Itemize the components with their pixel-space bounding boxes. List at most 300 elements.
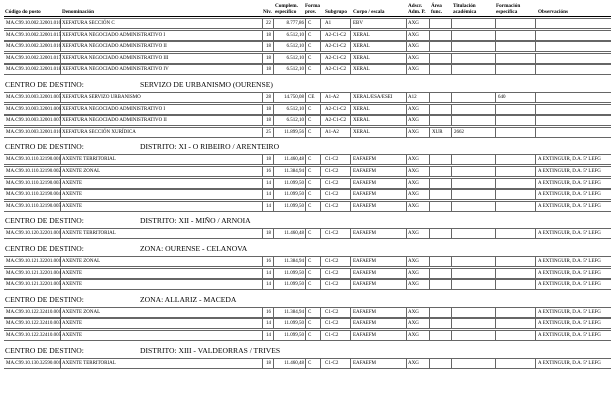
cell-nivel: 18	[266, 157, 271, 163]
column-divider	[305, 167, 306, 176]
cell-corpo: EAFAEFM	[353, 270, 376, 276]
column-divider	[535, 308, 536, 317]
table-row	[4, 268, 611, 279]
cell-complemento: 6.512,10	[286, 106, 304, 112]
column-divider	[305, 128, 306, 137]
cell-forma: C	[308, 282, 312, 288]
cell-complemento: 8.777,86	[286, 21, 304, 26]
column-divider	[406, 359, 407, 368]
column-divider	[535, 229, 536, 238]
column-divider	[350, 42, 351, 51]
column-divider	[320, 54, 321, 63]
cell-denominacion: AXENTE ZONAL	[62, 259, 101, 264]
column-divider	[451, 19, 452, 28]
column-divider	[451, 65, 452, 74]
column-divider	[320, 93, 321, 102]
column-divider	[406, 19, 407, 28]
column-divider	[406, 155, 407, 164]
column-divider	[320, 65, 321, 74]
cell-observacions: A EXTINGUIR, D.A. 5ª LEFG	[538, 360, 601, 366]
column-divider	[451, 280, 452, 289]
header-subgrupo: Subgrupo	[325, 9, 347, 15]
column-divider	[320, 331, 321, 340]
cell-denominacion: XEFATURA NEGOCIADO ADMINISTRATIVO II	[62, 44, 167, 50]
cell-subgrupo: C1-C2	[325, 203, 339, 209]
cell-subgrupo: A2-C1-C2	[325, 44, 347, 50]
cell-code: MA.C99.10.110.32190.005	[6, 203, 61, 209]
cell-adscr: AXG	[408, 169, 419, 174]
column-divider	[451, 42, 452, 51]
column-divider	[305, 269, 306, 278]
cell-corpo: EAFAEFM	[353, 203, 376, 209]
cell-nivel: 16	[266, 309, 271, 315]
column-divider	[350, 190, 351, 199]
table-row	[4, 318, 611, 329]
cell-complemento: 11.384,94	[284, 309, 304, 315]
column-divider	[305, 257, 306, 266]
cell-complemento: 11.099,50	[284, 282, 304, 288]
column-divider	[320, 116, 321, 125]
table-row	[4, 154, 611, 165]
cell-corpo: EAFAEFM	[353, 157, 376, 163]
column-divider	[535, 31, 536, 40]
cell-forma: C	[308, 259, 312, 264]
cell-forma: C	[308, 321, 312, 327]
column-divider	[406, 190, 407, 199]
column-divider	[535, 54, 536, 63]
section-label: CENTRO DE DESTINO:	[5, 142, 84, 152]
cell-complemento: 11.460,48	[284, 360, 304, 366]
header-denominacion: Denominación	[62, 9, 94, 15]
cell-nivel: 22	[266, 21, 271, 26]
column-divider	[451, 229, 452, 238]
column-divider	[305, 19, 306, 28]
cell-nivel: 18	[266, 55, 271, 61]
column-divider	[406, 42, 407, 51]
cell-nivel: 16	[266, 169, 271, 174]
cell-complemento: 11.099,50	[284, 192, 304, 198]
table-row	[4, 201, 611, 212]
cell-code: MA.C99.10.110.32190.004	[6, 192, 61, 198]
column-divider	[451, 93, 452, 102]
column-divider	[495, 65, 496, 74]
table-row	[4, 307, 611, 318]
column-divider	[262, 308, 263, 317]
cell-denominacion: AXENTE	[62, 321, 82, 327]
cell-corpo: EAFAEFM	[353, 321, 376, 327]
cell-observacions: A EXTINGUIR, D.A. 5ª LEFG	[538, 333, 601, 338]
cell-denominacion: XEFATURA SERVIZO URBANISMO	[62, 95, 141, 100]
cell-nivel: 14	[266, 270, 271, 276]
column-divider	[429, 179, 430, 188]
column-divider	[262, 257, 263, 266]
column-divider	[406, 229, 407, 238]
column-divider	[262, 167, 263, 176]
table-row	[4, 18, 611, 29]
column-divider	[495, 229, 496, 238]
column-divider	[350, 359, 351, 368]
cell-nivel: 16	[266, 259, 271, 264]
column-divider	[495, 42, 496, 51]
column-divider	[262, 359, 263, 368]
column-divider	[350, 54, 351, 63]
header-complemento: Complem. específico	[275, 3, 298, 15]
cell-nivel: 18	[266, 32, 271, 38]
cell-corpo: XERAL	[353, 118, 370, 124]
column-divider	[429, 331, 430, 340]
cell-subgrupo: C1-C2	[325, 333, 339, 338]
cell-complemento: 14.750,08	[284, 95, 304, 100]
cell-forma: C	[308, 55, 312, 61]
cell-adscr: AXG	[408, 55, 419, 61]
cell-subgrupo: A1	[325, 21, 332, 26]
cell-corpo: EAFAEFM	[353, 282, 376, 288]
column-divider	[320, 269, 321, 278]
cell-code: MA.C99.10.002.32001.018	[6, 67, 62, 73]
column-divider	[262, 105, 263, 114]
cell-adscr: AXG	[408, 129, 419, 135]
cell-forma: C	[308, 32, 312, 38]
cell-corpo: XERAL/ESA/ESEI	[353, 95, 393, 100]
cell-corpo: EBV	[353, 21, 363, 26]
cell-denominacion: AXENTE TERRITORIAL	[62, 231, 116, 237]
column-divider	[320, 105, 321, 114]
cell-subgrupo: C1-C2	[325, 169, 339, 174]
table-row	[4, 279, 611, 290]
cell-observacions: A EXTINGUIR, D.A. 5ª LEFG	[538, 169, 601, 174]
column-divider	[350, 280, 351, 289]
cell-denominacion: XEFATURA SECCIÓN XURÍDICA	[62, 129, 136, 135]
cell-adscr: AXG	[408, 203, 419, 209]
column-divider	[535, 269, 536, 278]
cell-adscr: AXG	[408, 157, 419, 163]
table-row	[4, 53, 611, 64]
column-divider	[429, 155, 430, 164]
column-divider	[535, 155, 536, 164]
column-divider	[262, 280, 263, 289]
column-divider	[406, 331, 407, 340]
cell-forma: C	[308, 129, 312, 135]
column-divider	[320, 179, 321, 188]
cell-denominacion: AXENTE	[62, 270, 82, 276]
column-divider	[495, 359, 496, 368]
section-label: CENTRO DE DESTINO:	[5, 294, 84, 304]
cell-subgrupo: A1-A2	[325, 95, 339, 100]
column-divider	[305, 116, 306, 125]
cell-code: MA.C99.10.121.32201.005	[6, 282, 62, 288]
cell-forma: C	[308, 270, 312, 276]
column-divider	[451, 331, 452, 340]
column-divider	[535, 19, 536, 28]
cell-nivel: 18	[266, 118, 271, 124]
cell-forma: C	[308, 309, 312, 315]
column-divider	[350, 19, 351, 28]
column-divider	[320, 202, 321, 211]
column-divider	[262, 42, 263, 51]
column-divider	[451, 128, 452, 137]
column-divider	[429, 116, 430, 125]
cell-forma: C	[308, 333, 312, 338]
cell-adscr: AXG	[408, 21, 419, 26]
column-divider	[495, 167, 496, 176]
cell-denominacion: AXENTE ZONAL	[62, 309, 101, 315]
column-divider	[262, 65, 263, 74]
column-divider	[320, 167, 321, 176]
column-divider	[535, 167, 536, 176]
cell-subgrupo: A2-C1-C2	[325, 118, 347, 124]
cell-complemento: 6.512,10	[286, 67, 304, 73]
column-divider	[535, 116, 536, 125]
column-divider	[535, 319, 536, 328]
cell-nivel: 18	[266, 106, 271, 112]
column-divider	[305, 54, 306, 63]
column-divider	[495, 155, 496, 164]
cell-denominacion: AXENTE	[62, 180, 82, 186]
table-row	[4, 92, 611, 103]
column-divider	[495, 257, 496, 266]
cell-observacions: A EXTINGUIR, D.A. 5ª LEFG	[538, 259, 601, 264]
column-divider	[406, 257, 407, 266]
cell-denominacion: XEFATURA NEGOCIADO ADMINISTRATIVO I	[62, 106, 166, 112]
cell-subgrupo: C1-C2	[325, 157, 339, 163]
column-divider	[305, 319, 306, 328]
column-divider	[451, 167, 452, 176]
cell-denominacion: AXENTE	[62, 282, 82, 288]
column-divider	[451, 269, 452, 278]
cell-corpo: XERAL	[353, 129, 370, 135]
cell-corpo: EAFAEFM	[353, 180, 376, 186]
column-divider	[535, 331, 536, 340]
column-divider	[262, 19, 263, 28]
column-divider	[350, 179, 351, 188]
cell-adscr: A12	[408, 95, 417, 100]
column-divider	[320, 190, 321, 199]
header-adscr: Adscr. Adm. P.	[408, 3, 426, 15]
column-divider	[350, 105, 351, 114]
column-divider	[429, 54, 430, 63]
column-divider	[262, 269, 263, 278]
cell-denominacion: AXENTE	[62, 333, 82, 338]
column-divider	[451, 54, 452, 63]
cell-corpo: EAFAEFM	[353, 360, 376, 366]
column-divider	[406, 65, 407, 74]
cell-subgrupo: A2-C1-C2	[325, 55, 347, 61]
column-divider	[350, 202, 351, 211]
section-title: DISTRITO: XI - O RIBEIRO / ARENTEIRO	[140, 142, 280, 152]
table-row	[4, 127, 611, 138]
column-divider	[262, 31, 263, 40]
column-divider	[320, 31, 321, 40]
cell-corpo: XERAL	[353, 106, 370, 112]
cell-complemento: 11.384,94	[284, 169, 304, 174]
column-divider	[495, 269, 496, 278]
cell-complemento: 11.460,48	[284, 157, 304, 163]
column-divider	[495, 128, 496, 137]
cell-subgrupo: C1-C2	[325, 259, 339, 264]
cell-observacions: A EXTINGUIR, D.A. 5ª LEFG	[538, 321, 601, 327]
cell-subgrupo: A2-C1-C2	[325, 67, 347, 73]
cell-subgrupo: C1-C2	[325, 192, 339, 198]
cell-forma: CE	[308, 95, 315, 100]
column-divider	[350, 93, 351, 102]
table-row	[4, 41, 611, 52]
cell-subgrupo: C1-C2	[325, 270, 339, 276]
column-divider	[305, 331, 306, 340]
cell-code: MA.C99.10.122.32410.003	[6, 321, 62, 327]
column-divider	[320, 308, 321, 317]
column-divider	[451, 308, 452, 317]
column-divider	[451, 202, 452, 211]
cell-nivel: 14	[266, 192, 271, 198]
cell-code: MA.C99.10.130.32590.001	[6, 360, 62, 366]
cell-adscr: AXG	[408, 282, 419, 288]
table-row	[4, 228, 611, 239]
cell-forma: C	[308, 21, 312, 26]
cell-code: MA.C99.10.002.32001.010	[6, 21, 62, 26]
cell-forma: C	[308, 203, 312, 209]
header-nivel: Niv.	[263, 9, 272, 15]
column-divider	[350, 167, 351, 176]
column-divider	[406, 202, 407, 211]
cell-forma: C	[308, 231, 312, 237]
cell-denominacion: XEFATURA NEGOCIADO ADMINISTRATIVO III	[62, 55, 169, 61]
column-divider	[429, 128, 430, 137]
column-divider	[495, 116, 496, 125]
cell-complemento: 11.099,50	[284, 333, 304, 338]
cell-code: MA.C99.10.003.32001.005	[6, 95, 62, 100]
cell-adscr: AXG	[408, 333, 419, 338]
column-divider	[429, 319, 430, 328]
column-divider	[429, 93, 430, 102]
column-divider	[495, 19, 496, 28]
cell-denominacion: AXENTE	[62, 203, 82, 209]
cell-complemento: 11.899,56	[284, 129, 304, 135]
column-divider	[406, 54, 407, 63]
column-divider	[305, 308, 306, 317]
column-divider	[535, 280, 536, 289]
table-row	[4, 104, 611, 115]
column-divider	[305, 280, 306, 289]
column-divider	[305, 359, 306, 368]
cell-corpo: EAFAEFM	[353, 192, 376, 198]
column-divider	[350, 65, 351, 74]
column-divider	[350, 308, 351, 317]
cell-observacions: A EXTINGUIR, D.A. 5ª LEFG	[538, 231, 601, 237]
cell-code: MA.C99.10.122.32410.005	[6, 333, 62, 338]
cell-nivel: 18	[266, 67, 271, 73]
column-divider	[305, 179, 306, 188]
column-divider	[495, 280, 496, 289]
cell-observacions: A EXTINGUIR, D.A. 5ª LEFG	[538, 180, 601, 186]
cell-nivel: 18	[266, 360, 271, 366]
cell-denominacion: AXENTE TERRITORIAL	[62, 360, 116, 366]
cell-nivel: 14	[266, 180, 271, 186]
cell-adscr: AXG	[408, 118, 419, 124]
column-divider	[451, 190, 452, 199]
column-divider	[262, 331, 263, 340]
table-row	[4, 178, 611, 189]
cell-observacions: A EXTINGUIR, D.A. 5ª LEFG	[538, 192, 601, 198]
column-divider	[406, 280, 407, 289]
column-divider	[305, 31, 306, 40]
cell-adscr: AXG	[408, 231, 419, 237]
column-divider	[429, 19, 430, 28]
column-divider	[495, 105, 496, 114]
cell-complemento: 11.099,50	[284, 270, 304, 276]
column-divider	[429, 65, 430, 74]
cell-observacions: A EXTINGUIR, D.A. 5ª LEFG	[538, 157, 601, 163]
cell-complemento: 11.099,50	[284, 203, 304, 209]
column-divider	[262, 93, 263, 102]
column-divider	[429, 257, 430, 266]
column-divider	[320, 128, 321, 137]
section-label: CENTRO DE DESTINO:	[5, 80, 84, 89]
column-divider	[262, 128, 263, 137]
header-area: Área func.	[431, 3, 443, 15]
column-divider	[320, 42, 321, 51]
column-divider	[429, 105, 430, 114]
column-divider	[535, 65, 536, 74]
cell-corpo: EAFAEFM	[353, 333, 376, 338]
cell-forma: C	[308, 360, 312, 366]
column-divider	[535, 257, 536, 266]
column-divider	[451, 105, 452, 114]
cell-code: MA.C99.10.122.32410.001	[6, 309, 62, 315]
cell-corpo: EAFAEFM	[353, 231, 376, 237]
cell-forma: C	[308, 169, 312, 174]
column-divider	[305, 93, 306, 102]
column-divider	[305, 190, 306, 199]
cell-corpo: XERAL	[353, 32, 370, 38]
column-divider	[495, 31, 496, 40]
table-row	[4, 189, 611, 200]
cell-observacions: A EXTINGUIR, D.A. 5ª LEFG	[538, 309, 601, 315]
column-divider	[495, 190, 496, 199]
cell-adscr: AXG	[408, 321, 419, 327]
column-divider	[406, 128, 407, 137]
cell-denominacion: XEFATURA NEGOCIADO ADMINISTRATIVO IV	[62, 67, 169, 73]
column-divider	[350, 155, 351, 164]
cell-code: MA.C99.10.120.32201.001	[6, 231, 62, 237]
column-divider	[451, 319, 452, 328]
cell-adscr: AXG	[408, 67, 419, 73]
column-divider	[495, 331, 496, 340]
column-divider	[535, 202, 536, 211]
cell-code: MA.C99.10.110.32190.002	[6, 169, 61, 174]
cell-corpo: XERAL	[353, 55, 370, 61]
cell-code: MA.C99.10.003.32001.010	[6, 129, 62, 135]
column-divider	[320, 155, 321, 164]
cell-nivel: 14	[266, 321, 271, 327]
cell-forma: C	[308, 118, 312, 124]
column-divider	[406, 31, 407, 40]
column-divider	[495, 179, 496, 188]
cell-code: MA.C99.10.110.32190.003	[6, 180, 61, 186]
column-divider	[350, 116, 351, 125]
cell-forma: C	[308, 180, 312, 186]
cell-denominacion: XEFATURA NEGOCIADO ADMINISTRATIVO I	[62, 32, 166, 38]
cell-code: MA.C99.10.121.32201.004	[6, 270, 62, 276]
cell-subgrupo: C1-C2	[325, 360, 339, 366]
column-divider	[262, 155, 263, 164]
cell-denominacion: XEFATURA NEGOCIADO ADMINISTRATIVO II	[62, 118, 167, 124]
table-row	[4, 166, 611, 177]
column-divider	[305, 155, 306, 164]
column-divider	[406, 93, 407, 102]
cell-subgrupo: C1-C2	[325, 180, 339, 186]
cell-subgrupo: A2-C1-C2	[325, 106, 347, 112]
cell-adscr: AXG	[408, 44, 419, 50]
